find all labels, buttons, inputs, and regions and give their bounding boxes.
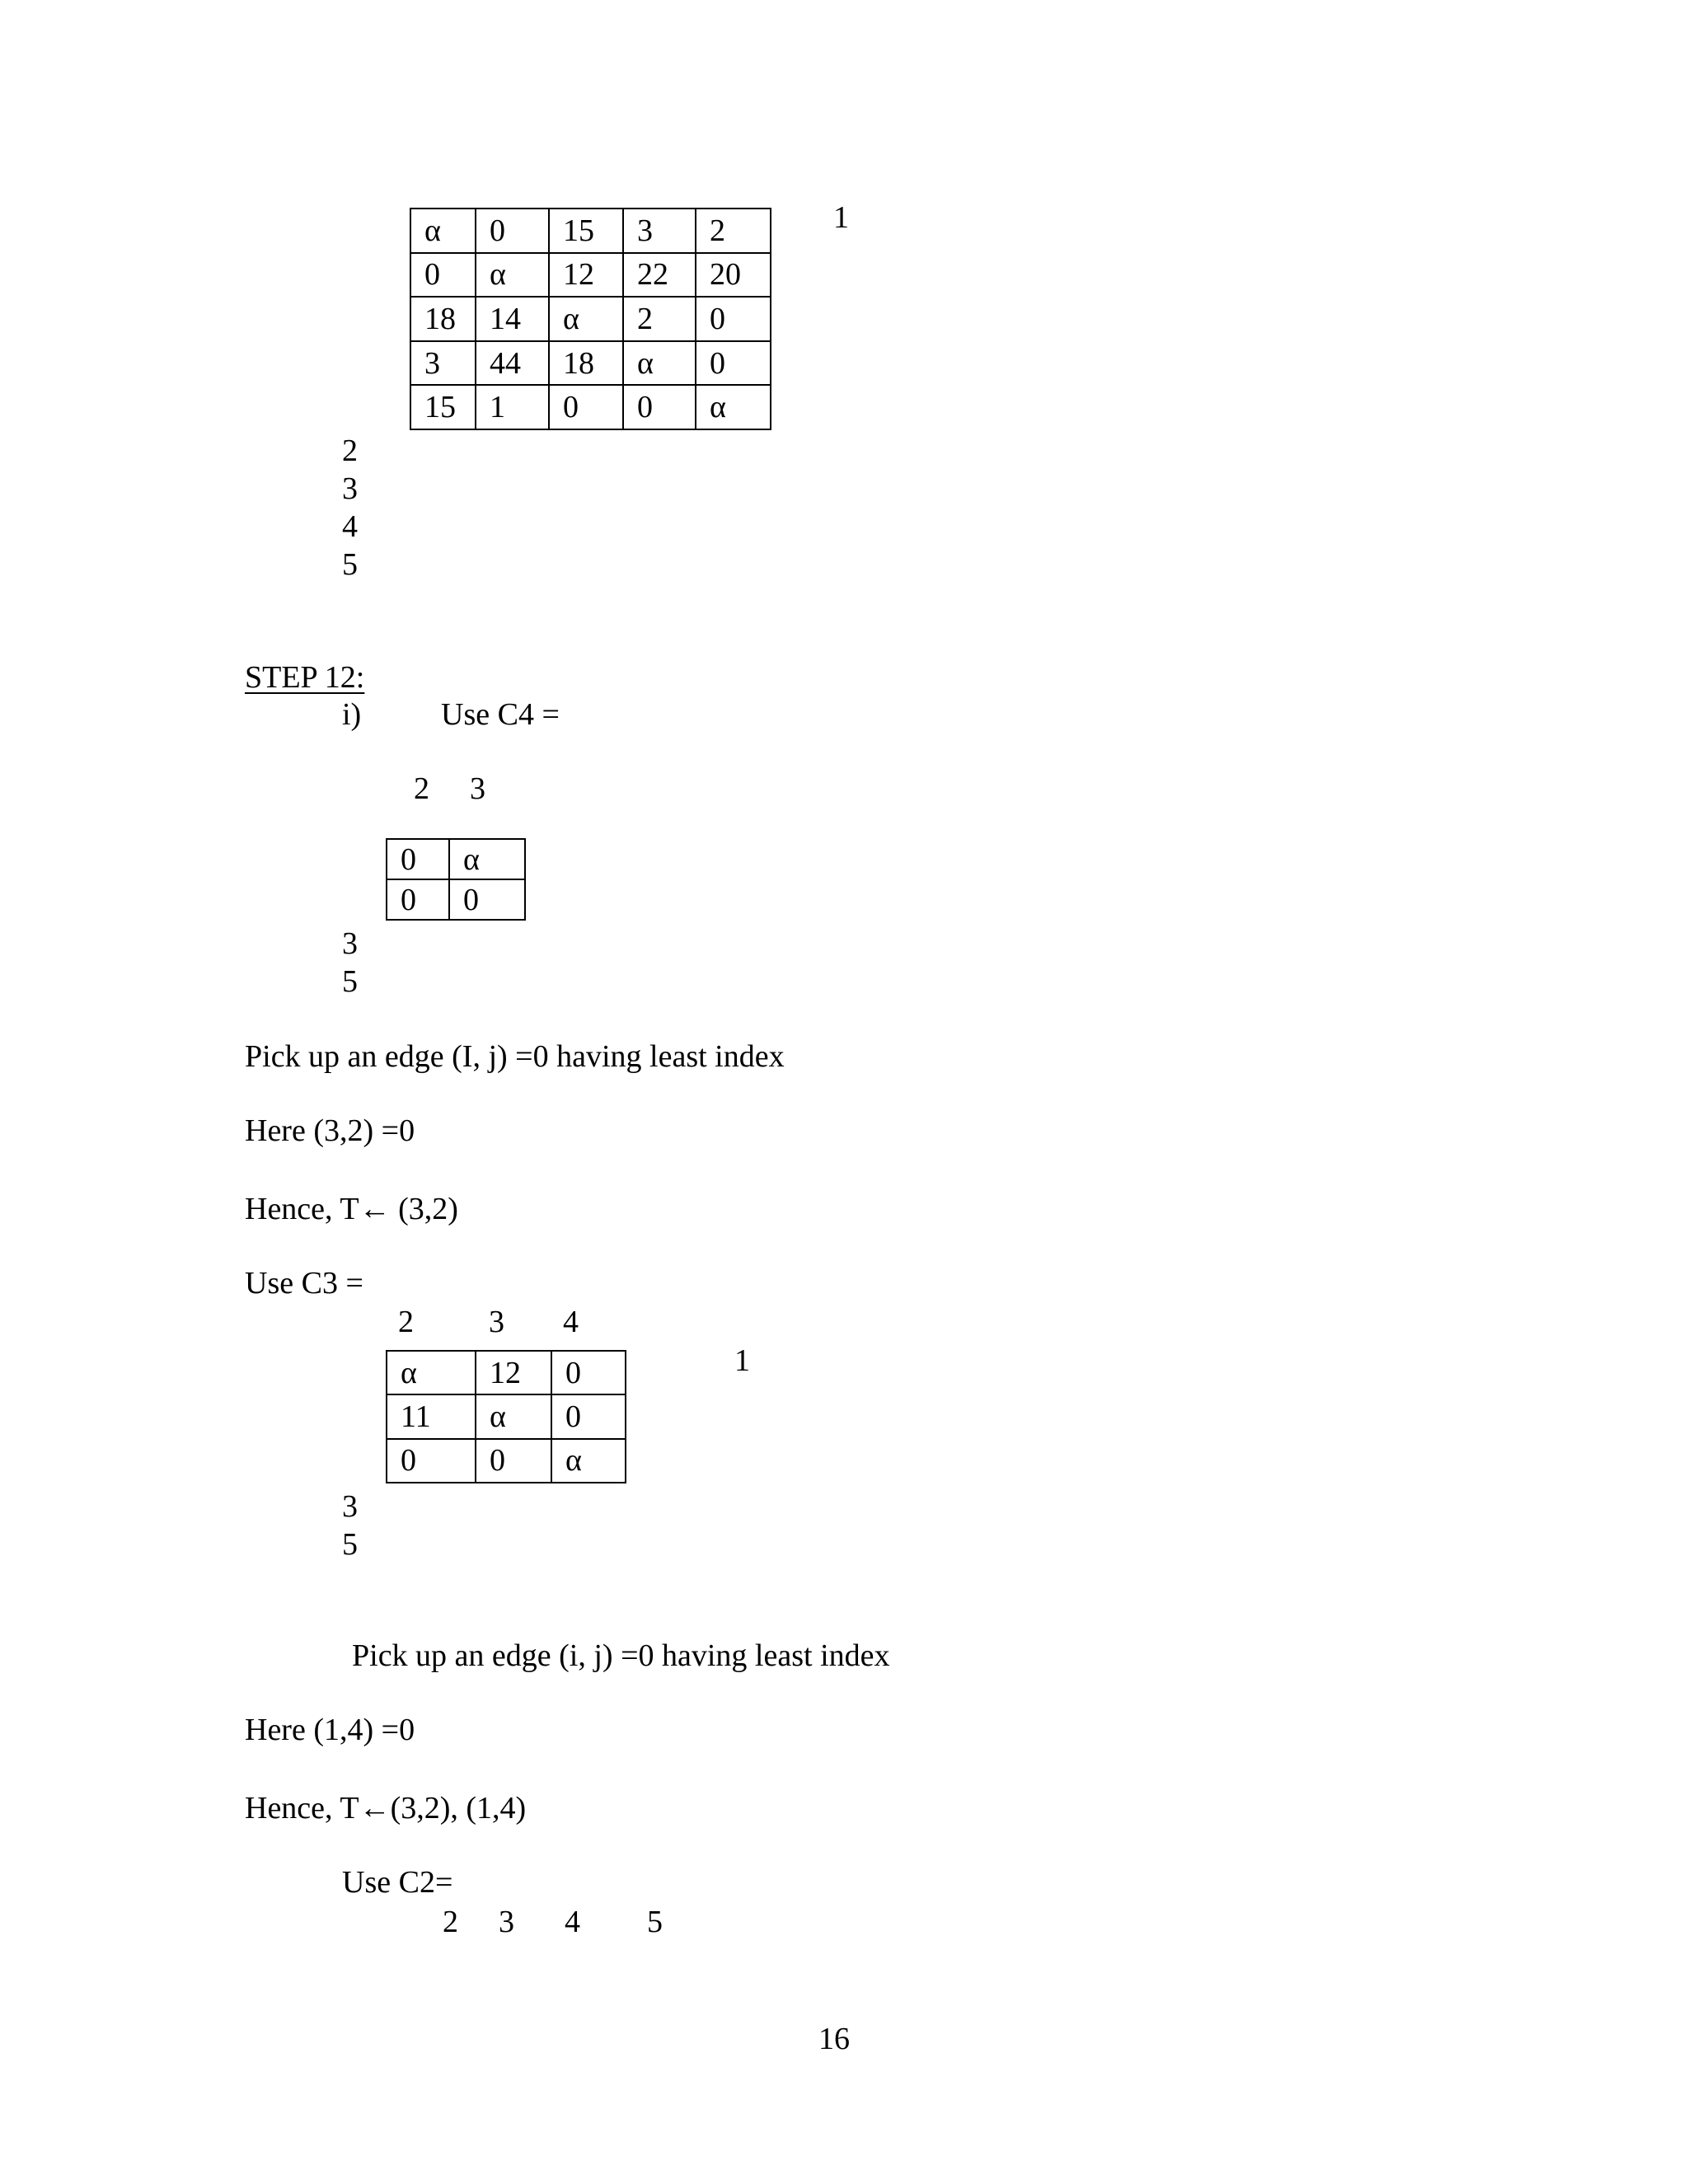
row-label: 5 bbox=[342, 547, 358, 582]
matrix-cell: 15 bbox=[549, 209, 623, 253]
matrix-cell: 11 bbox=[387, 1394, 476, 1438]
c4-matrix bbox=[386, 838, 526, 921]
hence-text: Hence, T← (3,2) bbox=[245, 1192, 458, 1226]
matrix-cell: 12 bbox=[549, 253, 623, 298]
matrix-cell: 0 bbox=[387, 839, 449, 879]
matrix-body bbox=[387, 839, 525, 920]
page-number: 16 bbox=[818, 2022, 850, 2056]
matrix-cell: 44 bbox=[476, 341, 549, 386]
col-label: 5 bbox=[647, 1905, 663, 1939]
matrix-row bbox=[410, 297, 771, 341]
matrix-cell: α bbox=[476, 253, 549, 298]
row-label: 2 bbox=[342, 434, 358, 468]
matrix-cell: 0 bbox=[551, 1394, 626, 1438]
hence-text: Hence, T←(3,2), (1,4) bbox=[245, 1791, 527, 1825]
col-label: 4 bbox=[563, 1305, 579, 1339]
matrix-cell: 14 bbox=[476, 297, 549, 341]
col-label: 3 bbox=[470, 771, 485, 806]
matrix-cell: 2 bbox=[696, 209, 771, 253]
matrix-row bbox=[387, 879, 525, 920]
matrix-cell: 12 bbox=[476, 1351, 551, 1394]
matrix-row bbox=[410, 341, 771, 386]
c3-matrix bbox=[386, 1350, 626, 1483]
matrix-row bbox=[410, 385, 771, 429]
matrix-cell: 2 bbox=[623, 297, 696, 341]
pick-edge-text: Pick up an edge (i, j) =0 having least index bbox=[352, 1638, 890, 1673]
matrix-row bbox=[387, 1351, 626, 1394]
row-label: 3 bbox=[342, 926, 358, 961]
matrix-cell: 3 bbox=[410, 341, 476, 386]
matrix-cell: 0 bbox=[476, 209, 549, 253]
matrix-row bbox=[387, 1439, 626, 1483]
matrix-row bbox=[387, 1394, 626, 1438]
matrix-cell: 0 bbox=[696, 297, 771, 341]
row-label: 3 bbox=[342, 1489, 358, 1524]
col-label: 3 bbox=[489, 1305, 504, 1339]
col-label: 4 bbox=[565, 1905, 580, 1939]
matrix-cell: 18 bbox=[549, 341, 623, 386]
use-c3-label: Use C3 = bbox=[245, 1266, 363, 1301]
matrix-row bbox=[410, 209, 771, 253]
matrix-cell: α bbox=[549, 297, 623, 341]
matrix-cell: 0 bbox=[387, 879, 449, 920]
matrix-cell: α bbox=[476, 1394, 551, 1438]
matrix-cell: 0 bbox=[387, 1439, 476, 1483]
pick-edge-text: Pick up an edge (I, j) =0 having least index bbox=[245, 1039, 785, 1074]
matrix-cell: 0 bbox=[696, 341, 771, 386]
matrix-cell: 0 bbox=[410, 253, 476, 298]
matrix-body bbox=[387, 1351, 626, 1483]
matrix-cell: 0 bbox=[449, 879, 525, 920]
matrix-cell: 18 bbox=[410, 297, 476, 341]
matrix-cell: 3 bbox=[623, 209, 696, 253]
row-label: 4 bbox=[342, 509, 358, 544]
matrix-row bbox=[410, 253, 771, 298]
row-label: 5 bbox=[342, 1527, 358, 1562]
matrix-cell: 0 bbox=[623, 385, 696, 429]
matrix-cell: α bbox=[696, 385, 771, 429]
cost-matrix-5x5 bbox=[410, 208, 771, 430]
use-c2-label: Use C2= bbox=[342, 1865, 453, 1900]
use-c4-label: Use C4 = bbox=[441, 697, 560, 732]
step-heading: STEP 12: bbox=[245, 660, 365, 695]
matrix-cell: 0 bbox=[551, 1351, 626, 1394]
row-label: 5 bbox=[342, 964, 358, 999]
matrix-row bbox=[387, 839, 525, 879]
row-label: 3 bbox=[342, 471, 358, 506]
matrix-cell: 0 bbox=[549, 385, 623, 429]
matrix-cell: 22 bbox=[623, 253, 696, 298]
col-label: 2 bbox=[443, 1905, 458, 1939]
matrix-cell: α bbox=[410, 209, 476, 253]
matrix-cell: 20 bbox=[696, 253, 771, 298]
matrix-cell: 0 bbox=[476, 1439, 551, 1483]
matrix-cell: α bbox=[387, 1351, 476, 1394]
item-label: i) bbox=[342, 697, 362, 732]
matrix-cell: 1 bbox=[476, 385, 549, 429]
col-label: 2 bbox=[414, 771, 429, 806]
matrix-cell: α bbox=[623, 341, 696, 386]
matrix-cell: α bbox=[551, 1439, 626, 1483]
matrix-body bbox=[410, 209, 771, 429]
col-label: 3 bbox=[499, 1905, 514, 1939]
top-number: 1 bbox=[833, 200, 849, 235]
here-text: Here (1,4) =0 bbox=[245, 1713, 415, 1747]
col-label: 2 bbox=[398, 1305, 414, 1339]
here-text: Here (3,2) =0 bbox=[245, 1113, 415, 1148]
matrix-cell: 15 bbox=[410, 385, 476, 429]
matrix-cell: α bbox=[449, 839, 525, 879]
c3-side-number: 1 bbox=[734, 1343, 750, 1378]
